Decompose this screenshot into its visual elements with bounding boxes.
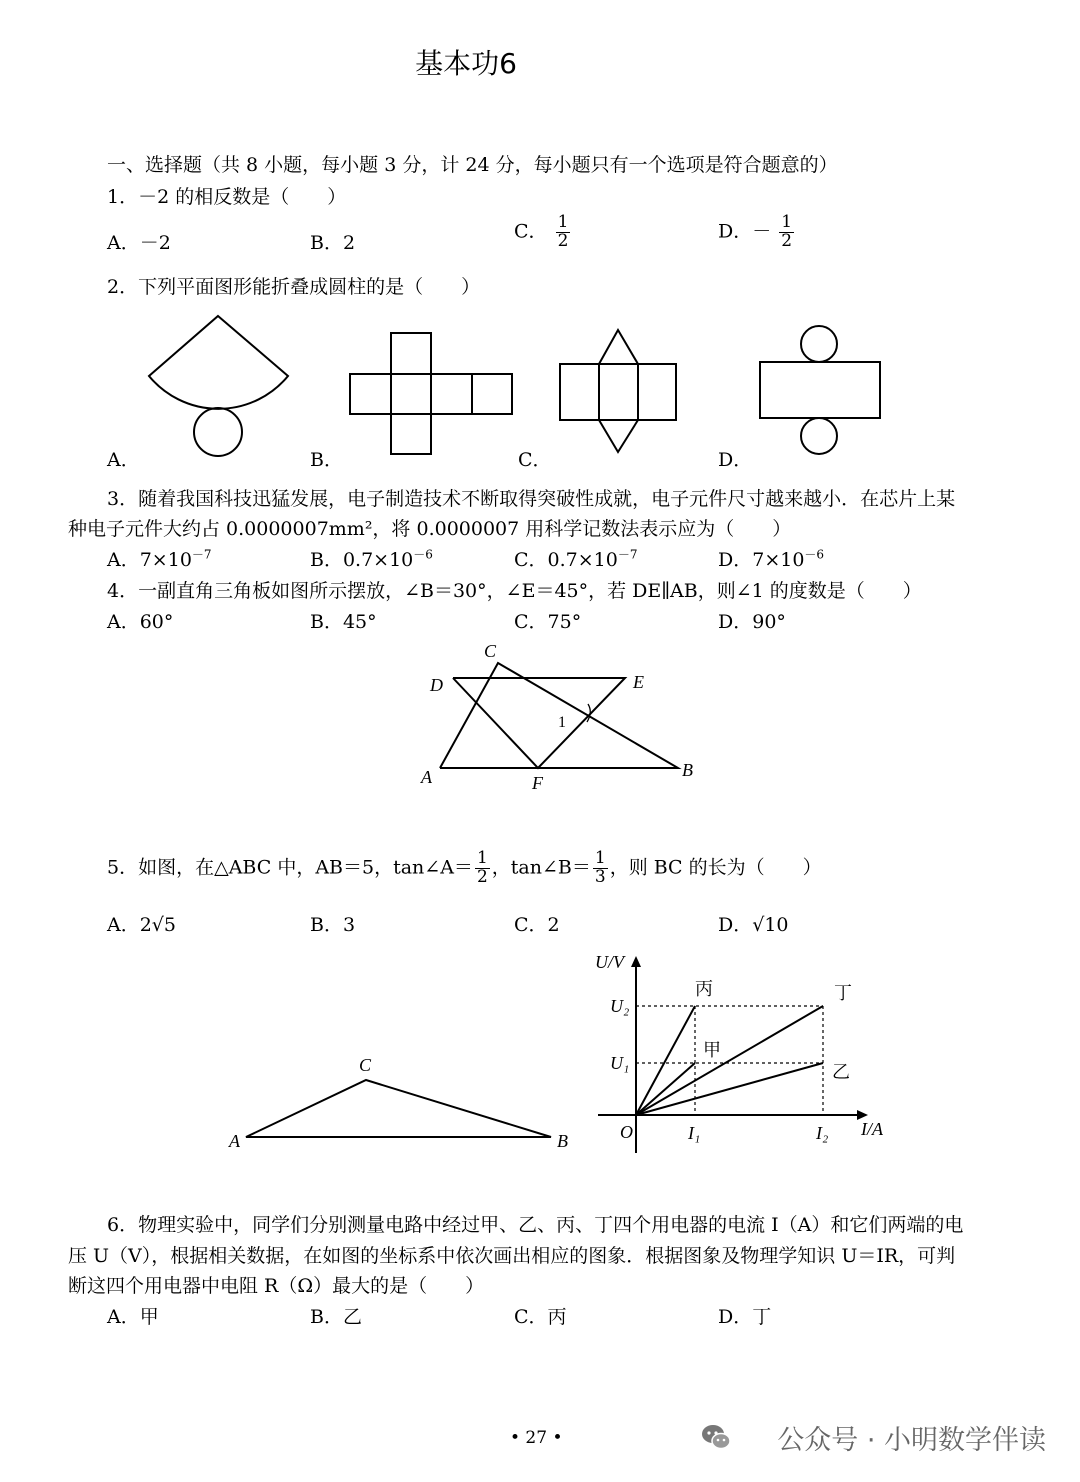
fraction-denominator: 2	[557, 230, 569, 251]
fraction-numerator: 1	[594, 848, 606, 868]
y-axis-label: U/V	[595, 952, 624, 972]
q2-label-a: A．	[107, 449, 140, 471]
i1-label: I₁	[688, 1123, 701, 1143]
x-axis-label: I/A	[861, 1119, 883, 1139]
fraction-denominator: 2	[476, 866, 488, 887]
q6-line-3: 断这四个用电器中电阻 R（Ω）最大的是（ ）	[68, 1275, 485, 1297]
q3-option-a	[107, 545, 212, 572]
fraction-numerator: 1	[476, 848, 488, 868]
q3-option-d	[718, 545, 824, 572]
label-angle-1: 1	[558, 714, 566, 731]
q2-label-b: B．	[310, 449, 343, 471]
label-a: A	[229, 1131, 240, 1151]
q5-stem-part: 5．如图，在△ABC 中，AB＝5，tan∠A＝	[107, 856, 473, 879]
sector-shape	[149, 316, 288, 409]
option-base: C．0.7×10	[514, 549, 618, 571]
q5-option-d: D．√10	[718, 914, 789, 936]
q1-option-d-prefix: D．－	[718, 220, 772, 243]
q5-stem	[107, 850, 822, 887]
q6-option-c: C．丙	[514, 1306, 567, 1328]
q3-line-1: 3．随着我国科技迅猛发展，电子制造技术不断取得突破性成就，电子元件尺寸越来越小．在芯片上某	[107, 488, 956, 510]
q2-stem: 2．下列平面图形能折叠成圆柱的是（ ）	[107, 276, 481, 298]
section-heading: 一、选择题（共 8 小题，每小题 3 分，计 24 分，每小题只有一个选项是符合题意的）	[107, 154, 838, 176]
q5-stem-part: ，则 BC 的长为（ ）	[609, 856, 822, 879]
u1-label: U₁	[610, 1053, 630, 1073]
q4-stem: 4．一副直角三角板如图所示摆放，∠B＝30°，∠E＝45°，若 DE∥AB，则∠1 的度数是（ ）	[107, 580, 922, 602]
fraction-numerator: 1	[781, 212, 793, 232]
q4-triangle-figure	[410, 638, 710, 798]
q5-option-c: C．2	[514, 914, 560, 936]
q1-option-d-fraction	[779, 214, 794, 251]
q1-option-b: B．2	[310, 232, 356, 254]
q6-option-b: B．乙	[310, 1306, 362, 1328]
option-base: A．7×10	[107, 549, 192, 571]
fraction-denominator: 2	[781, 230, 793, 251]
q2-figure-b-cube-net	[348, 330, 518, 456]
q2-figure-d-cylinder-net	[756, 324, 886, 456]
q2-label-d: D．	[718, 449, 753, 471]
label-e: E	[633, 672, 644, 692]
yi-label: 乙	[832, 1062, 850, 1083]
q6-line-1: 6．物理实验中，同学们分别测量电路中经过甲、乙、丙、丁四个用电器的电流 I（A）和它们两端的电	[107, 1214, 964, 1236]
label-a: A	[421, 767, 432, 787]
q5-option-a: A．2√5	[107, 914, 177, 936]
q2-figure-a-cone-net	[140, 310, 300, 460]
y-axis-arrow	[631, 956, 641, 967]
option-exponent: －6	[804, 547, 825, 562]
q1-option-c-prefix: C．	[514, 220, 548, 243]
q1-option-a: A．－2	[107, 232, 171, 254]
fraction-numerator: 1	[557, 212, 569, 232]
line-ding	[636, 1006, 823, 1115]
option-base: B．0.7×10	[310, 549, 414, 571]
q3-line-2: 种电子元件大约占 0.0000007mm²，将 0.0000007 用科学记数法表示应为（ ）	[68, 518, 792, 540]
q6-line-2: 压 U（V），根据相关数据，在如图的坐标系中依次画出相应的图象．根据图象及物理学知识 U＝IR，可判	[68, 1245, 956, 1267]
q1-option-c-fraction	[556, 214, 571, 251]
tan-b-fraction	[593, 850, 608, 887]
watermark: 公众号 · 小明数学伴读	[777, 1425, 1046, 1456]
label-b: B	[557, 1131, 568, 1151]
q4-option-b: B．45°	[310, 611, 377, 633]
tan-a-fraction	[475, 850, 490, 887]
option-exponent: －7	[191, 547, 212, 562]
circle-base	[194, 408, 242, 456]
label-c: C	[484, 641, 497, 661]
q2-figure-c-prism-net	[556, 326, 682, 456]
q3-option-c	[514, 545, 638, 572]
q1-option-d	[718, 214, 796, 251]
label-f: F	[532, 773, 543, 793]
q4-option-d: D．90°	[718, 611, 786, 633]
wechat-icon	[700, 1422, 732, 1452]
origin-label: O	[620, 1122, 633, 1142]
q6-option-a: A．甲	[107, 1306, 159, 1328]
ui-graph	[590, 948, 900, 1158]
option-exponent: －7	[617, 547, 638, 562]
bing-label: 丙	[695, 979, 713, 1000]
label-c: C	[359, 1055, 372, 1075]
q1-stem: 1．－2 的相反数是（ ）	[107, 186, 347, 208]
i2-label: I₂	[816, 1123, 829, 1143]
option-base: D．7×10	[718, 549, 805, 571]
u2-label: U₂	[610, 996, 630, 1016]
ding-label: 丁	[834, 983, 852, 1004]
page-title: 基本功6	[415, 47, 517, 80]
q5-option-b: B．3	[310, 914, 356, 936]
fraction-denominator: 3	[594, 866, 606, 887]
q6-option-d: D．丁	[718, 1306, 772, 1328]
q1-option-c	[514, 214, 572, 251]
q4-option-a: A．60°	[107, 611, 174, 633]
q4-option-c: C．75°	[514, 611, 582, 633]
q3-option-b	[310, 545, 433, 572]
label-b: B	[682, 760, 693, 780]
q5-triangle-figure	[226, 1050, 576, 1150]
q5-stem-part: ，tan∠B＝	[491, 856, 591, 879]
q2-label-c: C．	[518, 449, 552, 471]
jia-label: 甲	[703, 1040, 721, 1061]
page-number: • 27 •	[510, 1428, 563, 1448]
angle-1-arc	[587, 704, 590, 722]
option-exponent: －6	[413, 547, 433, 562]
label-d: D	[430, 675, 443, 695]
